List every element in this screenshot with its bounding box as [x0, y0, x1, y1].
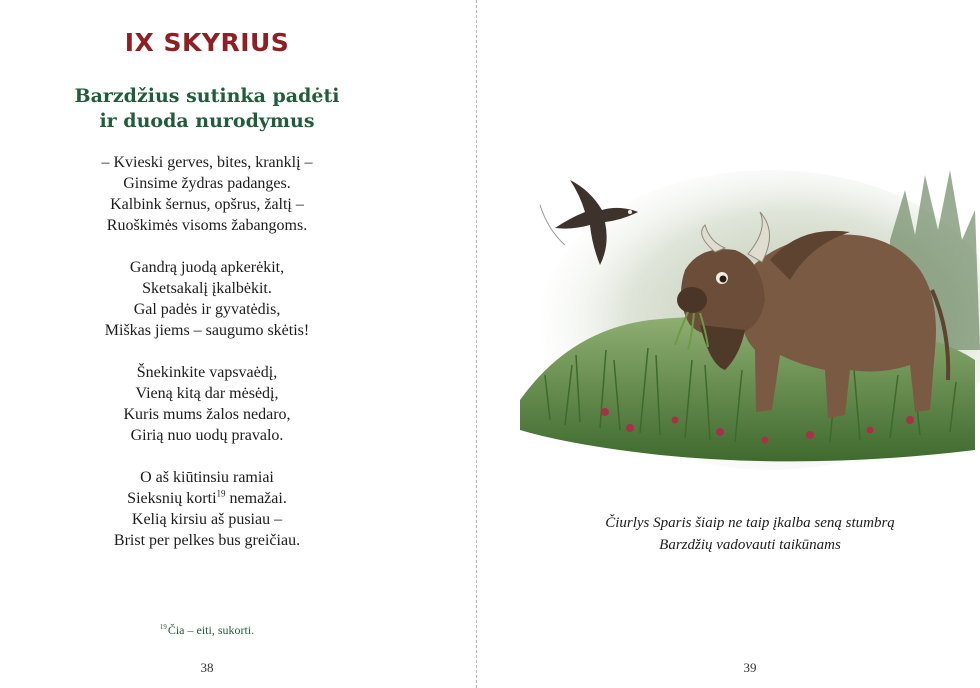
poem-line: Kalbink šernus, opšrus, žaltį – — [110, 196, 304, 213]
subtitle-line: Barzdžius sutinka padėti — [74, 85, 340, 107]
caption-line: Čiurlys Sparis šiaip ne taip įkalba seną stumbrą — [605, 515, 895, 531]
poem-line: Brist per pelkes bus greičiau. — [113, 532, 301, 549]
poem-line: O aš kiūtinsiu ramiai — [140, 469, 274, 486]
poem-line: Kelią kirsiu aš pusiau – — [131, 511, 283, 528]
chapter-subtitle — [0, 84, 414, 134]
page-number-left: 38 — [200, 660, 214, 675]
stanza-4 — [0, 467, 414, 551]
poem-line: Gandrą juodą apkerėkit, — [129, 259, 285, 276]
poem-line: Miškas jiems – saugumo skėtis! — [104, 322, 310, 339]
poem-line-text: Sieksnių korti — [127, 490, 217, 507]
footnote-text: Čia – eiti, sukorti. — [167, 623, 255, 637]
poem-line-text: nemažai. — [225, 490, 287, 507]
poem-line: Girią nuo uodų pravalo. — [130, 427, 284, 444]
left-page — [0, 0, 476, 688]
poem-line: Ruoškimės visoms žabangoms. — [106, 217, 308, 234]
right-page — [480, 0, 980, 688]
poem-line — [0, 488, 414, 509]
poem-line: – Kvieski gerves, bites, kranklį – — [101, 154, 313, 171]
poem-line: Gal padės ir gyvatėdis, — [133, 301, 281, 318]
chapter-title: IX SKYRIUS — [124, 28, 290, 57]
poem — [0, 152, 414, 572]
stanza-3 — [0, 362, 414, 446]
footnote — [0, 623, 414, 638]
poem-line: Vieną kitą dar mėsėdį, — [135, 385, 279, 402]
poem-line: Ginsime žydras padanges. — [123, 175, 291, 192]
caption-line: Barzdžių vadovauti taikūnams — [659, 537, 841, 553]
page-number-right: 39 — [743, 660, 757, 675]
bison-swift-illustration — [510, 150, 980, 480]
poem-line: Šnekinkite vapsvaėdį, — [136, 364, 278, 381]
illustration-caption — [480, 512, 980, 556]
stanza-2 — [0, 257, 414, 341]
poem-line: Kuris mums žalos nedaro, — [123, 406, 291, 423]
poem-line: Sketsakalį įkalbėkit. — [142, 280, 272, 297]
page-gutter — [476, 0, 477, 688]
stanza-1 — [0, 152, 414, 236]
footnote-mark: 19 — [159, 623, 167, 631]
footnote-reference[interactable]: 19 — [216, 488, 226, 499]
subtitle-line: ir duoda nurodymus — [99, 110, 315, 132]
